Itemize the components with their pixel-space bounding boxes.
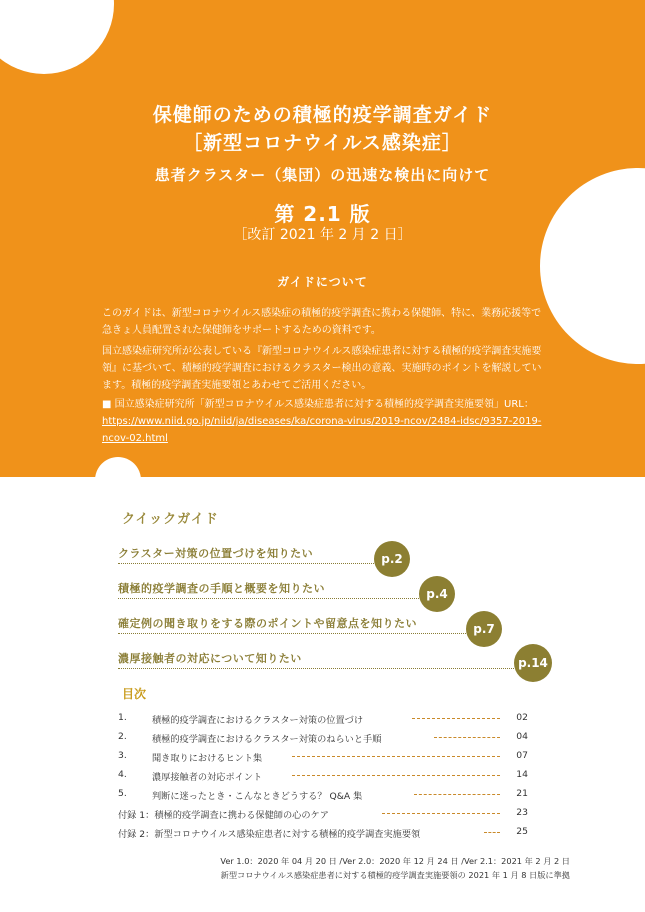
about-paragraph-1: このガイドは、新型コロナウイルス感染症の積極的疫学調査に携わる保健師、特に、業務応援等で急きょ人員配置された保健師をサポートするための資料です。 [102, 308, 542, 336]
toc-page: 21 [516, 788, 528, 799]
dotted-leader [292, 756, 500, 757]
toc-number: 1. [118, 712, 127, 723]
dotted-leader [382, 813, 500, 814]
toc-number: 3. [118, 750, 127, 761]
toc-row[interactable] [118, 728, 528, 747]
document-title-topic: ［新型コロナウイルス感染症］ [183, 132, 462, 154]
dotted-leader [118, 633, 466, 634]
toc-row[interactable] [118, 747, 528, 766]
toc-number: 2. [118, 731, 127, 742]
toc-row[interactable] [118, 804, 528, 823]
quick-guide-label: 濃厚接触者の対応について知りたい [118, 652, 302, 665]
page-badge[interactable]: p.7 [466, 611, 502, 647]
toc-row[interactable] [118, 766, 528, 785]
page-badge[interactable]: p.4 [419, 576, 455, 612]
quick-guide-item[interactable] [118, 607, 504, 637]
toc-entry: 聞き取りにおけるヒント集 [152, 753, 263, 764]
dotted-leader [412, 718, 500, 719]
page-badge[interactable]: p.14 [514, 644, 552, 682]
toc-entry: 積極的疫学調査におけるクラスター対策のねらいと手順 [152, 734, 382, 745]
dotted-leader [484, 832, 500, 833]
about-heading: ガイドについて [277, 275, 368, 289]
toc-row[interactable] [118, 785, 528, 804]
quick-guide-label: クラスター対策の位置づけを知りたい [118, 547, 314, 560]
reference-url-link[interactable]: https://www.niid.go.jp/niid/ja/diseases/ka/corona-virus/2019-ncov/2484-idsc/9357-2019-ncov-02.html [102, 416, 542, 444]
decorative-circle [95, 457, 141, 477]
revision-date: ［改訂 2021 年 2 月 2 日］ [233, 227, 412, 243]
edition-label: 第 2.1 版 [274, 202, 371, 226]
toc-title: 目次 [122, 687, 147, 701]
dotted-leader [434, 737, 500, 738]
toc-entry: 積極的疫学調査におけるクラスター対策の位置づけ [152, 715, 364, 726]
toc-number: 5. [118, 788, 127, 799]
about-paragraph-2: 国立感染症研究所が公表している『新型コロナウイルス感染症患者に対する積極的疫学調査実施要領』に基づいて、積極的疫学調査におけるクラスター検出の意義、実施時のポイントを解説しています。積極的疫学調査実施要領とあわせてご活用ください。 [102, 346, 542, 391]
decorative-circle [0, 0, 114, 74]
dotted-leader [292, 775, 500, 776]
quick-guide-item[interactable] [118, 537, 410, 567]
toc-page: 07 [516, 750, 528, 761]
document-subtitle: 患者クラスター（集団）の迅速な検出に向けて [154, 166, 491, 184]
toc-page: 25 [516, 826, 528, 837]
dotted-leader [118, 598, 419, 599]
quick-guide-item[interactable] [118, 572, 455, 602]
quick-guide-item[interactable] [118, 642, 552, 672]
toc-page: 23 [516, 807, 528, 818]
table-of-contents [118, 709, 528, 842]
dotted-leader [118, 668, 514, 669]
page-badge[interactable]: p.2 [374, 541, 410, 577]
toc-page: 14 [516, 769, 528, 780]
dotted-leader [414, 794, 500, 795]
quick-guide-label: 積極的疫学調査の手順と概要を知りたい [118, 582, 325, 595]
quick-guide-title: クイックガイド [122, 512, 219, 527]
toc-entry: 付録 2：新型コロナウイルス感染症患者に対する積極的疫学調査実施要領 [118, 829, 421, 840]
reference-text: ■ 国立感染症研究所「新型コロナウイルス感染症患者に対する積極的疫学調査実施要領」URL： [102, 399, 534, 410]
toc-entry: 判断に迷ったとき・こんなときどうする？ Q&A 集 [152, 791, 363, 802]
quick-guide-label: 確定例の聞き取りをする際のポイントや留意点を知りたい [118, 617, 417, 630]
toc-entry: 濃厚接触者の対応ポイント [152, 772, 263, 783]
toc-number: 4. [118, 769, 127, 780]
toc-page: 02 [516, 712, 528, 723]
compliance-note: 新型コロナウイルス感染症患者に対する積極的疫学調査実施要領の 2021 年 1 月 8 日版に準拠 [220, 870, 570, 880]
about-paragraph-3 [102, 396, 550, 447]
toc-row[interactable] [118, 823, 528, 842]
toc-entry: 付録 1：積極的疫学調査に携わる保健師の心のケア [118, 810, 329, 821]
toc-page: 04 [516, 731, 528, 742]
dotted-leader [118, 563, 374, 564]
version-history: Ver 1.0：2020 年 04 月 20 日 /Ver 2.0：2020 年 12 月 24 日 /Ver 2.1：2021 年 2 月 2 日 [220, 856, 570, 866]
toc-row[interactable] [118, 709, 528, 728]
document-title: 保健師のための積極的疫学調査ガイド [152, 104, 493, 126]
